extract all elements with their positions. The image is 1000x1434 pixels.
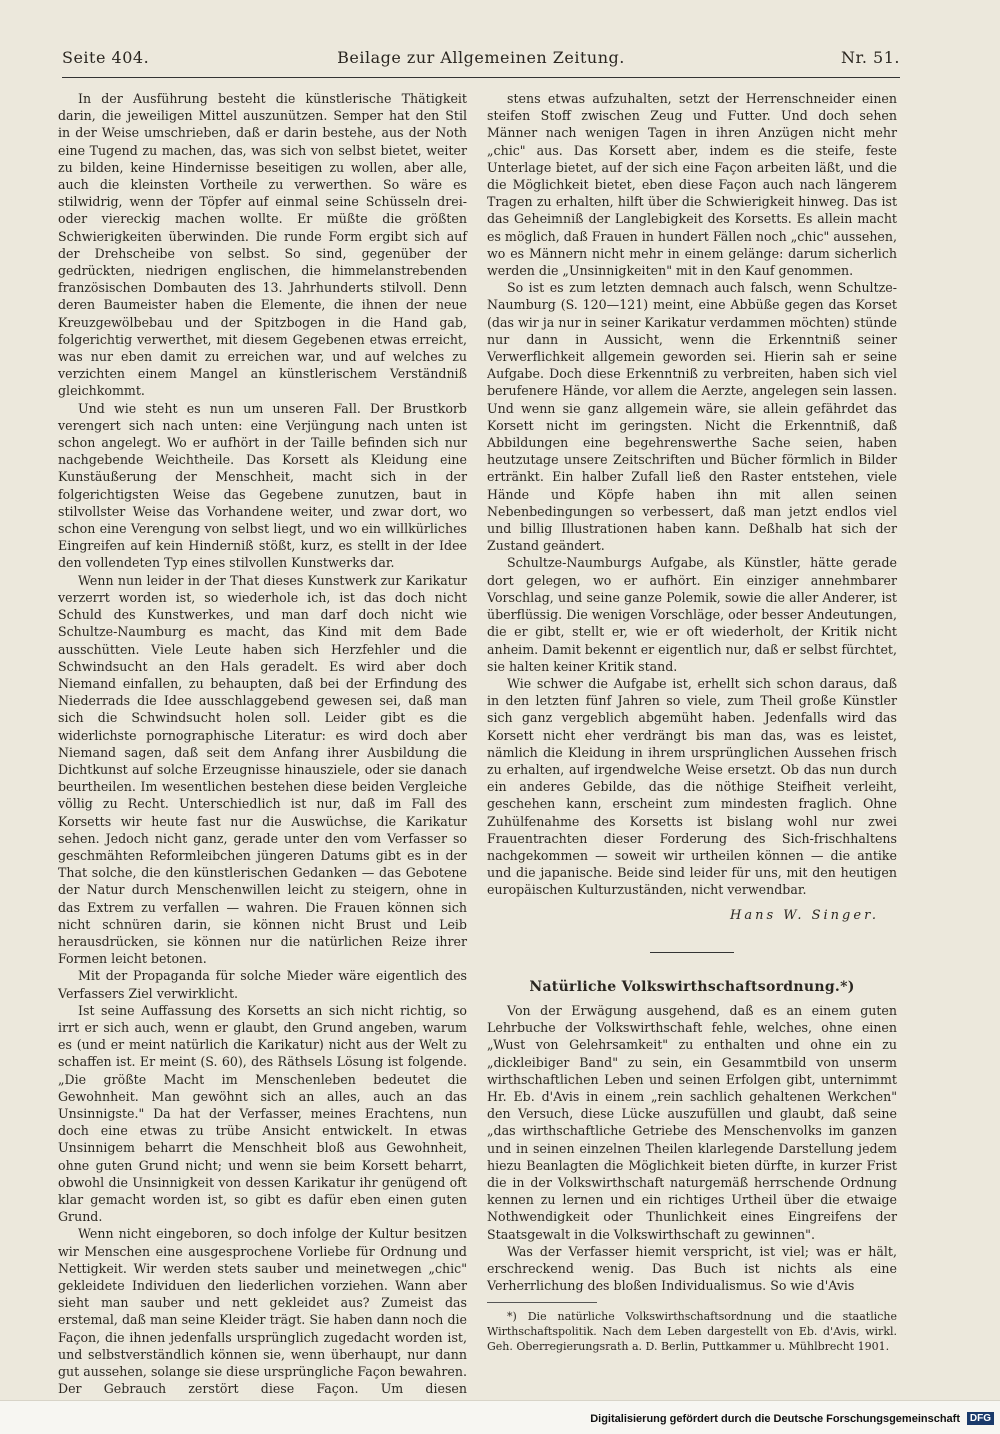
section-title: Natürliche Volkswirthschaftsordnung.*) xyxy=(529,978,855,995)
paragraph: Wenn nicht eingeboren, so doch infolge der Kultur besitzen wir Menschen eine ausgesprochene Vorliebe für Ordnung und Nettigkeit. Wir werden stets sauber und meinetwegen „chic" gekleidete Individuen den liederlichen vorziehen. Wann aber sieht man sauber und nett gekleidet aus? Zumeist das erstemal, daß man seine Kleider trägt. Sie haben dann noch die Façon, die ihnen jedenfalls ursprünglich zugedacht worden ist, und selbstverständlich können sie, wenn überhaupt, nur dann gut aussehen, solange sie diese ursprüngliche Façon bewahren. Der Gebrauch zerstört diese Façon. Um diesen xyxy=(58,1226,467,1397)
paragraph: Und wie steht es nun um unseren Fall. Der Brustkorb verengert sich nach unten: eine Verjüngung nach unten ist schon angelegt. Wo er aufhört in der Taille befinden sich nur nachgebende Weichtheile. Das Korsett als Kleidung eine Kunstäußerung der Menschheit, macht sich in der folgerichtigsten Weise das Gegebene zunutzen, baut in stilvollster Weise das Vorhandene weiter, und zwar dort, wo schon eine Verengung von selbst liegt, und wo ein willkürliches Eingreifen auf kein Hinderniß stößt, kurz, es stellt in der Idee den vollendeten Typ eines stilvollen Kunstwerks dar. xyxy=(58,400,467,571)
paragraph: Wenn nun leider in der That dieses Kunstwerk zur Karikatur verzerrt worden ist, so wiederhole ich, ist das doch nicht Schuld des Kunstwerkes, und man darf doch nicht wie Schultze-Naumburg es macht, das Kind mit dem Bade ausschütten. Viele Leute haben sich Herzfehler und die Schwindsucht an den Hals geradelt. Es wird aber doch Niemand einfallen, zu behaupten, daß bei der Erfindung des Niederrads die Idee ausschlaggebend gewesen sei, daß man sich die Schwindsucht holen soll. Leider gibt es die widerlichste pornographische Literatur: es wird doch aber Niemand sagen, daß seit dem Anfang ihrer Ausbildung die Dichtkunst auf solche Erzeugnisse hinausziele, oder sie danach beurtheilen. Im wesentlichen bestehen diese beiden Vergleiche völlig zu Recht. Unterschiedlich ist nur, daß im Fall des Korsetts wir heute fast nur die Auswüchse, die Karikatur sehen. Jedoch nicht ganz, gerade unter den vom Verfasser so geschmähten Reformleibchen jüngeren Datums gibt es in der That solche, die den künstlerischen Gedanken — das Gebotene der Natur durch Menschenwillen leicht zu steigern, ohne in das Extrem zu verfallen — wahren. Die Frauen können sich nicht schnüren darin, sie können nicht Brust und Leib herausdrücken, sie können nur die natürlichen Reize ihrer Formen leicht betonen. xyxy=(58,572,467,967)
footnote-rule xyxy=(487,1302,597,1303)
paragraph: So ist es zum letzten demnach auch falsch, wenn Schultze-Naumburg (S. 120—121) meint, eine Abbüße gegen das Korset (das wir ja nur in seiner Karikatur verdammen möchten) stünde nur dann in Aussicht, wenn die Erkenntniß seiner Verwerflichkeit allgemein geworden sei. Hierin sah er seine Aufgabe. Doch diese Erkenntniß zu verbreiten, haben sich viel berufenere Hände, vor allem die Aerzte, angelegen sein lassen. Und wenn sie ganz allgemein wäre, sie allein gefährdet das Korsett nicht im geringsten. Nicht die Erkenntniß, daß Abbildungen eine begehrenswerthe Sache seien, haben heutzutage unsere Zeitschriften und Bücher förmlich in Bilder ertränkt. Ein halber Zufall ließ den Raster entstehen, viele Hände und Köpfe haben ihn mit allen seinen Nebenbedingungen so verbessert, daß man jetzt endlos viel und billig Illustrationen haben kann. Deßhalb hat sich der Zustand geändert. xyxy=(487,280,897,554)
page-header xyxy=(62,48,900,78)
paragraph: Ist seine Auffassung des Korsetts an sich nicht richtig, so irrt er sich auch, wenn er glaubt, den Grund angeben, warum es (und er meint natürlich die Karikatur) nicht aus der Welt zu schaffen ist. Er meint (S. 60), des Räthsels Lösung ist folgende. „Die größte Macht im Menschenleben bedeutet die Gewohnheit. Man gewöhnt sich an alles, auch an das Unsinnigste." Da hat der Verfasser, meines Erachtens, nun doch eine etwas zu trübe Ansicht entwickelt. In etwas Unsinnigem beharrt die Menschheit bloß aus Gewohnheit, ohne guten Grund nicht; und wenn sie beim Korsett beharrt, obwohl die Unsinnigkeit von dessen Karikatur ihr genügend oft klar gemacht worden ist, so gibt es dafür eben einen guten Grund. xyxy=(58,1002,467,1225)
issue-number: Nr. 51. xyxy=(840,48,900,67)
page-number: Seite 404. xyxy=(62,48,150,67)
paragraph: stens etwas aufzuhalten, setzt der Herrenschneider einen steifen Stoff zwischen Zeug und Futter. Und doch sehen Männer nach wenigen Tagen in ihren Anzügen nicht mehr „chic" aus. Das Korsett aber, indem es die steife, feste Unterlage bietet, auf der sich eine Façon arbeiten läßt, und die die Möglichkeit bietet, eben diese Façon auch nach längerem Tragen zu erhalten, hilft über die Schwierigkeit hinweg. Das ist das Geheimniß der Langlebigkeit des Korsetts. Es allein macht es möglich, daß Frauen in hundert Fällen noch „chic" aussehen, wo es Männern nicht mehr in einem gelänge: darum sicherlich werden die „Unsinnigkeiten" mit in den Kauf genommen. xyxy=(487,91,897,279)
left-column xyxy=(58,90,467,1397)
paragraph: Was der Verfasser hiemit verspricht, ist viel; was er hält, erschreckend wenig. Das Buch ist nichts als eine Verherrlichung des bloßen Individualismus. So wie d'Avis xyxy=(487,1243,897,1294)
section-divider xyxy=(650,952,734,953)
dfg-logo: DFG xyxy=(967,1412,994,1425)
author-signature: Hans W. Singer. xyxy=(730,907,879,923)
paragraph: Schultze-Naumburgs Aufgabe, als Künstler, hätte gerade dort gelegen, wo er aufhört. Ein einziger annehmbarer Vorschlag, und seine ganze Polemik, sowie die aller Anderer, ist überflüssig. Die wenigen Vorschläge, oder besser Andeutungen, die er gibt, stellt er, wie er oft wiederholt, der Kritik nicht anheim. Damit bekennt er eigentlich nur, daß er selbst fürchtet, sie halten keiner Kritik stand. xyxy=(487,555,897,674)
funding-notice: Digitalisierung gefördert durch die Deutsche Forschungsgemeinschaft xyxy=(590,1413,960,1425)
paragraph: Von der Erwägung ausgehend, daß es an einem guten Lehrbuche der Volkswirthschaft fehle, welches, ohne einen „Wust von Gelehrsamkeit" zu enthalten und ohne ein zu „dickleibiger Band" zu sein, ein Gesammtbild von unserm wirthschaftlichen Leben und seinen Erfolgen gibt, unternimmt Hr. Eb. d'Avis in einem „rein sachlich gehaltenen Werkchen" den Versuch, diese Lücke auszufüllen und glaubt, daß seine „das wirthschaftliche Getriebe des Menschenvolks im ganzen und in seinen einzelnen Theilen klarlegende Darstellung jedem hiezu Beanlagten die Möglichkeit bieten dürfte, in kurzer Frist die in der Volkswirthschaft naturgemäß herrschende Ordnung kennen zu lernen und ein richtiges Urtheil über die etwaige Nothwendigkeit oder Thunlichkeit eines Eingreifens der Staatsgewalt in die Volkswirthschaft zu gewinnen". xyxy=(487,1002,897,1242)
right-column xyxy=(487,90,897,1354)
footer-bar xyxy=(0,1400,1000,1434)
paragraph: Wie schwer die Aufgabe ist, erhellt sich schon daraus, daß in den letzten fünf Jahren so viele, zum Theil große Künstler sich ganz vergeblich abgemüht haben. Jedenfalls wird das Korsett nicht eher verdrängt bis man das, was es leistet, nämlich die Kleidung in ihrem ursprünglichen Aussehen frisch zu erhalten, auf irgendwelche Weise ersetzt. Ob das nun durch ein anderes Gebilde, das die nöthige Steifheit verleiht, geschehen kann, erscheint zum mindesten fraglich. Ohne Zuhülfenahme des Korsetts ist bislang wohl nur zwei Frauentrachten dieser Forderung des Sich-frischhaltens nachgekommen — soweit wir urtheilen können — die antike und die japanische. Beide sind leider für uns, mit den heutigen europäischen Kulturzuständen, nicht verwendbar. xyxy=(487,675,897,898)
publication-title: Beilage zur Allgemeinen Zeitung. xyxy=(337,48,625,67)
header-rule xyxy=(62,77,900,78)
paragraph: Mit der Propaganda für solche Mieder wäre eigentlich des Verfassers Ziel verwirklicht. xyxy=(58,968,467,1001)
footnote: *) Die natürliche Volkswirthschaftsordnung und die staatliche Wirthschaftspolitik. Nach dem Leben dargestellt von Eb. d'Avis, wirkl. Geh. Oberregierungsrath a. D. Berlin, Puttkammer u. Mühlbrecht 1901. xyxy=(487,1310,897,1354)
paragraph: In der Ausführung besteht die künstlerische Thätigkeit darin, die jeweiligen Mittel auszunützen. Semper hat den Stil in der Weise umschrieben, daß er darin bestehe, aus der Noth eine Tugend zu machen, das, was sich von selbst bietet, weiter zu bilden, keine Hindernisse beseitigen zu wollen, aber alle, auch die kleinsten Vortheile zu verwerthen. So wäre es stilwidrig, wenn der Töpfer auf einmal seine Schüsseln drei- oder viereckig machen wollte. Er müßte die größten Schwierigkeiten überwinden. Die runde Form ergibt sich auf der Drehscheibe von selbst. So sind, gegenüber der gedrückten, niedrigen englischen, die himmelanstrebenden französischen Dombauten des 13. Jahrhunderts stilvoll. Denn deren Baumeister haben die Elemente, die ihnen der neue Kreuzgewölbebau und der Spitzbogen in die Hand gab, folgerichtig verwerthet, mit diesem Gegebenen etwas erreicht, was nur eben damit zu erreichen war, und auf welches zu verzichten einem Mangel an künstlerischem Verständniß gleichkommt. xyxy=(58,91,467,399)
